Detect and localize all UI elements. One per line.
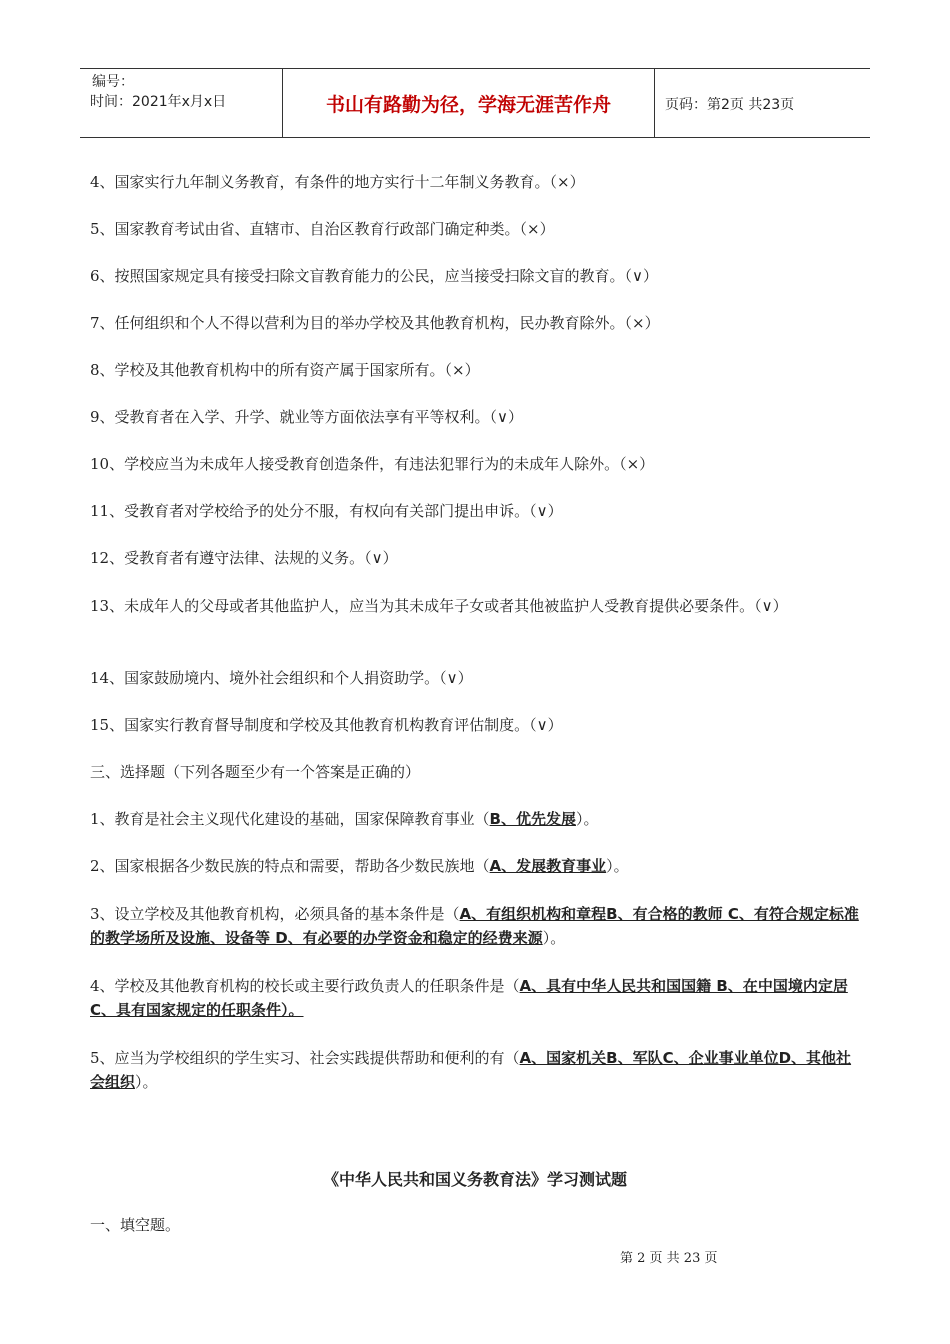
- tf-item-11: 11、受教育者对学校给予的处分不服，有权向有关部门提出申诉。（∨）: [90, 502, 563, 520]
- mc-close: ）。: [135, 1073, 158, 1091]
- mc-question: 1、教育是社会主义现代化建设的基础，国家保障教育事业（: [90, 810, 490, 828]
- motto: 书山有路勤为径，学海无涯苦作舟: [283, 69, 655, 137]
- tf-item-6: 6、按照国家规定具有接受扫除文盲教育能力的公民，应当接受扫除文盲的教育。（∨）: [90, 267, 659, 285]
- mc-item-2: [90, 854, 629, 878]
- mc-item-4: [90, 974, 865, 1022]
- tf-item-5: 5、国家教育考试由省、直辖市、自治区教育行政部门确定种类。（×）: [90, 220, 555, 238]
- section-3-title: 三、选择题（下列各题至少有一个答案是正确的）: [90, 763, 421, 781]
- mc-question: 5、应当为学校组织的学生实习、社会实践提供帮助和便利的有（: [90, 1049, 520, 1067]
- mc-item-1: [90, 807, 599, 831]
- tf-item-9: 9、受教育者在入学、升学、就业等方面依法享有平等权利。（∨）: [90, 408, 524, 426]
- tf-item-7: 7、任何组织和个人不得以营利为目的举办学校及其他教育机构，民办教育除外。（×）: [90, 314, 660, 332]
- tf-item-13: 13、未成年人的父母或者其他监护人，应当为其未成年子女或者其他被监护人受教育提供必要条件。（∨）: [90, 597, 788, 615]
- page-footer: 第 2 页 共 23 页: [620, 1251, 718, 1266]
- law-title: 《中华人民共和国义务教育法》学习测试题: [322, 1170, 627, 1189]
- mc-answer: A、有组织机构和章程B、有合格的教师 C、有符合规定标准的教学场所及设施、设备等 D、有必要的办学资金和稳定的经费来源: [90, 905, 859, 947]
- document-header: [80, 68, 870, 138]
- header-meta: [80, 69, 283, 137]
- date-label: 时间：2021年x月x日: [90, 94, 227, 110]
- tf-item-10: 10、学校应当为未成年人接受教育创造条件，有违法犯罪行为的未成年人除外。（×）: [90, 455, 655, 473]
- tf-item-8: 8、学校及其他教育机构中的所有资产属于国家所有。（×）: [90, 361, 480, 379]
- mc-item-3: [90, 902, 865, 950]
- tf-item-4: 4、国家实行九年制义务教育，有条件的地方实行十二年制义务教育。（×）: [90, 173, 585, 191]
- tf-item-15: 15、国家实行教育督导制度和学校及其他教育机构教育评估制度。（∨）: [90, 716, 563, 734]
- mc-close: ）。: [606, 857, 629, 875]
- mc-question: 4、学校及其他教育机构的校长或主要行政负责人的任职条件是（: [90, 977, 520, 995]
- mc-question: 2、国家根据各少数民族的特点和需要，帮助各少数民族地（: [90, 857, 490, 875]
- mc-answer: A、国家机关B、军队C、企业事业单位D、其他社会组织: [90, 1049, 852, 1091]
- mc-answer: A、具有中华人民共和国国籍 B、在中国境内定居 C、具有国家规定的任职条件）。: [90, 977, 848, 1019]
- mc-question: 3、设立学校及其他教育机构，必须具备的基本条件是（: [90, 905, 460, 923]
- mc-item-5: [90, 1046, 865, 1094]
- section-1-title: 一、填空题。: [90, 1216, 181, 1234]
- mc-close: ）。: [575, 810, 599, 828]
- mc-close: ）。: [542, 929, 566, 947]
- number-label: 编号：: [92, 74, 134, 90]
- page-info: 页码：第2页 共23页: [665, 97, 795, 113]
- tf-item-14: 14、国家鼓励境内、境外社会组织和个人捐资助学。（∨）: [90, 669, 473, 687]
- tf-item-12: 12、受教育者有遵守法律、法规的义务。（∨）: [90, 549, 398, 567]
- mc-answer: B、优先发展: [489, 810, 576, 828]
- mc-answer: A、发展教育事业: [489, 857, 607, 875]
